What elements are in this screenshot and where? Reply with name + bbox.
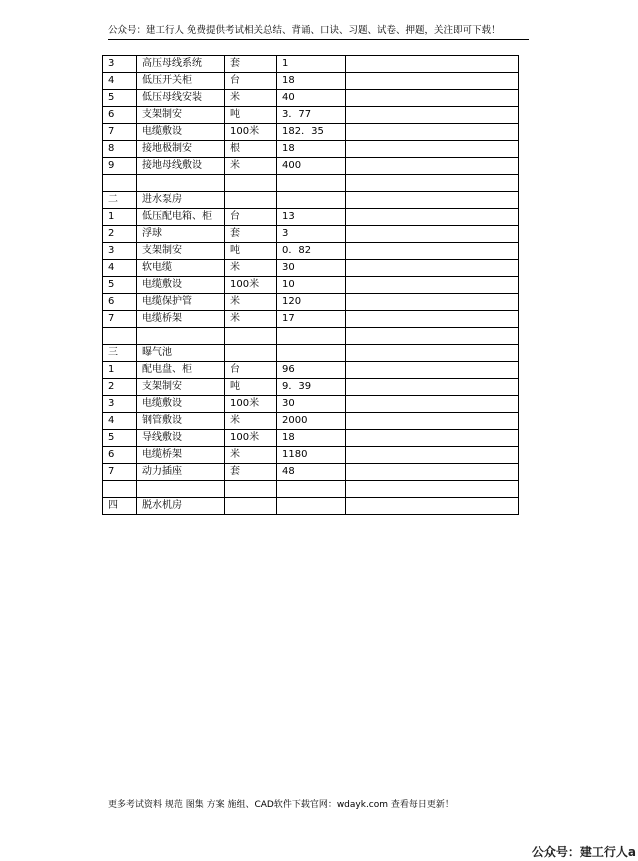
table-row bbox=[103, 56, 519, 73]
quantity-cell: 400 bbox=[277, 158, 346, 175]
item-name-cell: 进水泵房 bbox=[137, 192, 225, 209]
unit-cell bbox=[225, 481, 277, 498]
unit-cell: 套 bbox=[225, 226, 277, 243]
unit-cell bbox=[225, 192, 277, 209]
table-row bbox=[103, 430, 519, 447]
seq-cell: 1 bbox=[103, 209, 137, 226]
remark-cell bbox=[346, 158, 519, 175]
remark-cell bbox=[346, 464, 519, 481]
quantity-cell: 10 bbox=[277, 277, 346, 294]
remark-cell bbox=[346, 260, 519, 277]
table-row bbox=[103, 379, 519, 396]
quantity-cell: 18 bbox=[277, 73, 346, 90]
item-name-cell: 电缆桥架 bbox=[137, 311, 225, 328]
seq-cell: 9 bbox=[103, 158, 137, 175]
quantity-cell: 30 bbox=[277, 396, 346, 413]
quantity-cell: 0．82 bbox=[277, 243, 346, 260]
unit-cell: 100米 bbox=[225, 277, 277, 294]
unit-cell: 台 bbox=[225, 362, 277, 379]
item-name-cell bbox=[137, 175, 225, 192]
item-name-cell: 支架制安 bbox=[137, 107, 225, 124]
unit-cell bbox=[225, 175, 277, 192]
item-name-cell: 动力插座 bbox=[137, 464, 225, 481]
unit-cell: 吨 bbox=[225, 379, 277, 396]
unit-cell bbox=[225, 328, 277, 345]
table-row bbox=[103, 260, 519, 277]
remark-cell bbox=[346, 481, 519, 498]
quantity-cell bbox=[277, 498, 346, 515]
table-row bbox=[103, 481, 519, 498]
unit-cell: 米 bbox=[225, 413, 277, 430]
seq-cell: 4 bbox=[103, 73, 137, 90]
item-name-cell: 软电缆 bbox=[137, 260, 225, 277]
seq-cell: 6 bbox=[103, 107, 137, 124]
quantity-cell: 48 bbox=[277, 464, 346, 481]
unit-cell: 100米 bbox=[225, 396, 277, 413]
table-row bbox=[103, 396, 519, 413]
remark-cell bbox=[346, 345, 519, 362]
item-name-cell: 配电盘、柜 bbox=[137, 362, 225, 379]
watermark: 公众号：建工行人a bbox=[531, 845, 636, 859]
quantity-cell bbox=[277, 192, 346, 209]
unit-cell: 台 bbox=[225, 209, 277, 226]
seq-cell: 5 bbox=[103, 277, 137, 294]
item-name-cell: 低压开关柜 bbox=[137, 73, 225, 90]
remark-cell bbox=[346, 294, 519, 311]
seq-cell: 5 bbox=[103, 90, 137, 107]
seq-cell: 8 bbox=[103, 141, 137, 158]
quantity-cell: 30 bbox=[277, 260, 346, 277]
item-name-cell: 电缆桥架 bbox=[137, 447, 225, 464]
quantity-cell: 1 bbox=[277, 56, 346, 73]
quantity-cell: 40 bbox=[277, 90, 346, 107]
table-row bbox=[103, 209, 519, 226]
quantity-cell bbox=[277, 175, 346, 192]
table-row bbox=[103, 107, 519, 124]
seq-cell: 3 bbox=[103, 243, 137, 260]
remark-cell bbox=[346, 311, 519, 328]
table-row bbox=[103, 413, 519, 430]
unit-cell: 100米 bbox=[225, 430, 277, 447]
item-name-cell: 电缆敷设 bbox=[137, 396, 225, 413]
table-row bbox=[103, 141, 519, 158]
unit-cell: 米 bbox=[225, 311, 277, 328]
quantity-cell bbox=[277, 481, 346, 498]
item-name-cell: 钢管敷设 bbox=[137, 413, 225, 430]
table-row bbox=[103, 175, 519, 192]
item-name-cell: 高压母线系统 bbox=[137, 56, 225, 73]
item-name-cell: 支架制安 bbox=[137, 379, 225, 396]
quantity-cell: 182．35 bbox=[277, 124, 346, 141]
unit-cell bbox=[225, 345, 277, 362]
unit-cell: 套 bbox=[225, 464, 277, 481]
quantity-cell: 1180 bbox=[277, 447, 346, 464]
seq-cell: 7 bbox=[103, 464, 137, 481]
seq-cell bbox=[103, 175, 137, 192]
footer-note: 更多考试资料 规范 图集 方案 施组、CAD软件下载官网：wdayk.com 查看每日更新！ bbox=[108, 800, 454, 810]
remark-cell bbox=[346, 175, 519, 192]
seq-cell: 6 bbox=[103, 294, 137, 311]
item-name-cell: 脱水机房 bbox=[137, 498, 225, 515]
item-name-cell bbox=[137, 328, 225, 345]
quantity-cell: 13 bbox=[277, 209, 346, 226]
item-name-cell: 接地母线敷设 bbox=[137, 158, 225, 175]
item-name-cell: 曝气池 bbox=[137, 345, 225, 362]
table-row bbox=[103, 345, 519, 362]
quantity-cell: 3 bbox=[277, 226, 346, 243]
table-row bbox=[103, 73, 519, 90]
table-row bbox=[103, 328, 519, 345]
item-name-cell: 低压母线安装 bbox=[137, 90, 225, 107]
remark-cell bbox=[346, 498, 519, 515]
quantity-cell: 17 bbox=[277, 311, 346, 328]
remark-cell bbox=[346, 73, 519, 90]
item-name-cell bbox=[137, 481, 225, 498]
table-row bbox=[103, 447, 519, 464]
remark-cell bbox=[346, 226, 519, 243]
remark-cell bbox=[346, 209, 519, 226]
remark-cell bbox=[346, 243, 519, 260]
table-row bbox=[103, 158, 519, 175]
table-row bbox=[103, 226, 519, 243]
seq-cell bbox=[103, 481, 137, 498]
seq-cell bbox=[103, 328, 137, 345]
item-name-cell: 接地极制安 bbox=[137, 141, 225, 158]
item-name-cell: 电缆敷设 bbox=[137, 124, 225, 141]
quantity-cell: 3．77 bbox=[277, 107, 346, 124]
table-row bbox=[103, 498, 519, 515]
remark-cell bbox=[346, 124, 519, 141]
unit-cell: 套 bbox=[225, 56, 277, 73]
seq-cell: 4 bbox=[103, 413, 137, 430]
item-name-cell: 电缆敷设 bbox=[137, 277, 225, 294]
seq-cell: 四 bbox=[103, 498, 137, 515]
seq-cell: 三 bbox=[103, 345, 137, 362]
item-name-cell: 支架制安 bbox=[137, 243, 225, 260]
unit-cell: 根 bbox=[225, 141, 277, 158]
quantity-cell: 18 bbox=[277, 141, 346, 158]
remark-cell bbox=[346, 277, 519, 294]
remark-cell bbox=[346, 328, 519, 345]
table-row bbox=[103, 277, 519, 294]
table-row bbox=[103, 464, 519, 481]
unit-cell: 吨 bbox=[225, 243, 277, 260]
seq-cell: 6 bbox=[103, 447, 137, 464]
seq-cell: 4 bbox=[103, 260, 137, 277]
seq-cell: 2 bbox=[103, 379, 137, 396]
seq-cell: 3 bbox=[103, 56, 137, 73]
quantity-cell: 120 bbox=[277, 294, 346, 311]
remark-cell bbox=[346, 447, 519, 464]
remark-cell bbox=[346, 56, 519, 73]
quantity-cell: 96 bbox=[277, 362, 346, 379]
materials-table bbox=[102, 55, 519, 515]
quantity-cell bbox=[277, 328, 346, 345]
table-row bbox=[103, 362, 519, 379]
table-row bbox=[103, 124, 519, 141]
remark-cell bbox=[346, 107, 519, 124]
remark-cell bbox=[346, 362, 519, 379]
seq-cell: 1 bbox=[103, 362, 137, 379]
seq-cell: 二 bbox=[103, 192, 137, 209]
remark-cell bbox=[346, 141, 519, 158]
unit-cell: 米 bbox=[225, 158, 277, 175]
quantity-cell bbox=[277, 345, 346, 362]
table-row bbox=[103, 192, 519, 209]
item-name-cell: 浮球 bbox=[137, 226, 225, 243]
remark-cell bbox=[346, 379, 519, 396]
quantity-cell: 18 bbox=[277, 430, 346, 447]
table-body bbox=[103, 56, 519, 515]
table-row bbox=[103, 90, 519, 107]
unit-cell: 米 bbox=[225, 90, 277, 107]
unit-cell: 米 bbox=[225, 294, 277, 311]
seq-cell: 5 bbox=[103, 430, 137, 447]
remark-cell bbox=[346, 396, 519, 413]
unit-cell: 米 bbox=[225, 260, 277, 277]
quantity-cell: 2000 bbox=[277, 413, 346, 430]
table-row bbox=[103, 294, 519, 311]
table-row bbox=[103, 311, 519, 328]
remark-cell bbox=[346, 192, 519, 209]
item-name-cell: 电缆保护管 bbox=[137, 294, 225, 311]
remark-cell bbox=[346, 413, 519, 430]
seq-cell: 7 bbox=[103, 124, 137, 141]
unit-cell: 台 bbox=[225, 73, 277, 90]
header-note: 公众号：建工行人 免费提供考试相关总结、背诵、口诀、习题、试卷、押题，关注即可下载！ bbox=[108, 24, 529, 40]
unit-cell: 米 bbox=[225, 447, 277, 464]
seq-cell: 2 bbox=[103, 226, 137, 243]
unit-cell: 100米 bbox=[225, 124, 277, 141]
unit-cell bbox=[225, 498, 277, 515]
seq-cell: 3 bbox=[103, 396, 137, 413]
remark-cell bbox=[346, 430, 519, 447]
unit-cell: 吨 bbox=[225, 107, 277, 124]
quantity-cell: 9．39 bbox=[277, 379, 346, 396]
seq-cell: 7 bbox=[103, 311, 137, 328]
table-row bbox=[103, 243, 519, 260]
item-name-cell: 低压配电箱、柜 bbox=[137, 209, 225, 226]
remark-cell bbox=[346, 90, 519, 107]
item-name-cell: 导线敷设 bbox=[137, 430, 225, 447]
